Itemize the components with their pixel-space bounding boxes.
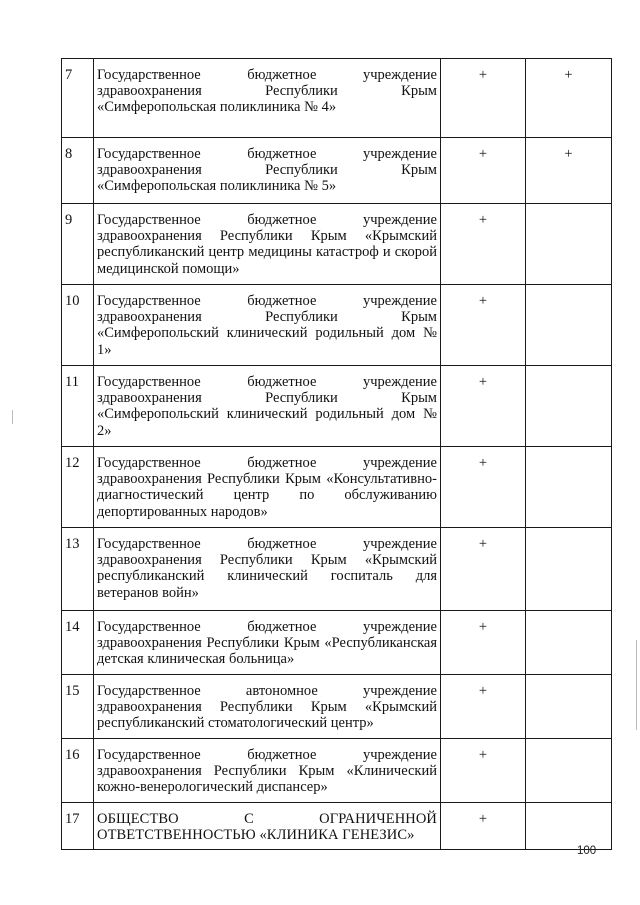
column-a-mark: +	[441, 611, 526, 675]
row-number: 15	[62, 675, 94, 739]
column-a-mark: +	[441, 528, 526, 611]
table-row	[62, 59, 612, 138]
column-a-mark: +	[441, 447, 526, 528]
table-row	[62, 739, 612, 803]
row-number: 9	[62, 204, 94, 285]
row-number: 13	[62, 528, 94, 611]
row-number: 10	[62, 285, 94, 366]
column-b-mark	[526, 204, 612, 285]
organization-name: Государственное бюджетное учреждение здравоохранения Республики Крым «Консультативно-диагностический центр по обслуживанию депортированных народов»	[94, 447, 441, 528]
organization-name: Государственное бюджетное учреждение здравоохранения Республики Крым «Клинический кожно-венерологический диспансер»	[94, 739, 441, 803]
organization-name: Государственное бюджетное учреждение здравоохранения Республики Крым «Симферопольская поликлиника № 5»	[94, 138, 441, 204]
table-row	[62, 611, 612, 675]
column-b-mark	[526, 528, 612, 611]
row-number: 12	[62, 447, 94, 528]
column-b-mark: +	[526, 59, 612, 138]
organization-name: Государственное бюджетное учреждение здравоохранения Республики Крым «Симферопольский клинический родильный дом № 2»	[94, 366, 441, 447]
table-body	[62, 59, 612, 850]
organization-name: Государственное бюджетное учреждение здравоохранения Республики Крым «Крымский республиканский центр медицины катастроф и скорой медицинской помощи»	[94, 204, 441, 285]
table-row	[62, 803, 612, 850]
organization-name: ОБЩЕСТВО С ОГРАНИЧЕННОЙ ОТВЕТСТВЕННОСТЬЮ «КЛИНИКА ГЕНЕЗИС»	[94, 803, 441, 850]
column-b-mark	[526, 611, 612, 675]
table-row	[62, 204, 612, 285]
table-row	[62, 447, 612, 528]
column-a-mark: +	[441, 285, 526, 366]
row-number: 8	[62, 138, 94, 204]
organizations-table	[61, 58, 612, 850]
column-b-mark	[526, 447, 612, 528]
column-b-mark: +	[526, 138, 612, 204]
column-a-mark: +	[441, 739, 526, 803]
column-b-mark	[526, 803, 612, 850]
column-a-mark: +	[441, 59, 526, 138]
table-row	[62, 528, 612, 611]
column-a-mark: +	[441, 366, 526, 447]
column-b-mark	[526, 739, 612, 803]
column-a-mark: +	[441, 138, 526, 204]
table-row	[62, 138, 612, 204]
row-number: 14	[62, 611, 94, 675]
column-a-mark: +	[441, 204, 526, 285]
organization-name: Государственное бюджетное учреждение здравоохранения Республики Крым «Симферопольская поликлиника № 4»	[94, 59, 441, 138]
organization-name: Государственное бюджетное учреждение здравоохранения Республики Крым «Симферопольский клинический родильный дом № 1»	[94, 285, 441, 366]
row-number: 7	[62, 59, 94, 138]
column-b-mark	[526, 675, 612, 739]
column-b-mark	[526, 366, 612, 447]
scan-mark	[636, 640, 637, 730]
table-row	[62, 675, 612, 739]
organization-name: Государственное автономное учреждение здравоохранения Республики Крым «Крымский республиканский стоматологический центр»	[94, 675, 441, 739]
organization-name: Государственное бюджетное учреждение здравоохранения Республики Крым «Республиканская детская клиническая больница»	[94, 611, 441, 675]
column-a-mark: +	[441, 803, 526, 850]
table-row	[62, 366, 612, 447]
column-a-mark: +	[441, 675, 526, 739]
organization-name: Государственное бюджетное учреждение здравоохранения Республики Крым «Крымский республиканский клинический госпиталь для ветеранов войн»	[94, 528, 441, 611]
scan-mark	[12, 410, 13, 424]
column-b-mark	[526, 285, 612, 366]
row-number: 16	[62, 739, 94, 803]
table-row	[62, 285, 612, 366]
page-number: 100	[577, 845, 597, 857]
row-number: 11	[62, 366, 94, 447]
row-number: 17	[62, 803, 94, 850]
